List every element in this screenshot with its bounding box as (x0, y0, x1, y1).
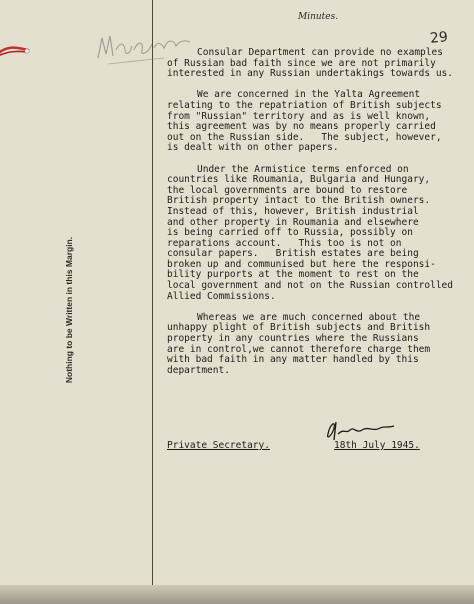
text-line: is dealt with on other papers. (167, 142, 339, 154)
paragraph-yalta (167, 90, 472, 154)
paragraph-consular (167, 48, 472, 80)
text-line: countries like Roumania, Bulgaria and Hungary, (167, 174, 431, 186)
text-line: out on the Russian side. The subject, however, (167, 131, 442, 143)
minutes-heading: Minutes. (298, 12, 339, 22)
text-line: from "Russian" territory and as is well known, (167, 110, 431, 122)
text-line: broken up and communised but here the responsi- (167, 258, 436, 270)
text-line: bility purports at the moment to rest on the (167, 269, 419, 281)
paragraph-conclusion (167, 313, 472, 377)
paragraph-armistice (167, 165, 472, 303)
margin-instruction-text: Nothing to be Written in this Margin. (64, 236, 74, 384)
text-line: unhappy plight of British subjects and British (167, 322, 431, 334)
treasury-tag-string (0, 38, 30, 62)
text-line: British property intact to the British owners. (167, 195, 431, 207)
text-line: of Russian bad faith since we are not primarily (167, 57, 436, 69)
text-line: interested in any Russian undertakings towards us. (167, 68, 453, 80)
margin-rule (152, 0, 153, 585)
minute-body (167, 48, 472, 387)
text-line: department. (167, 364, 230, 376)
text-line: Consular Department can provide no examples (197, 47, 443, 58)
text-line: We are concerned in the Yalta Agreement (197, 89, 421, 101)
text-line: the local governments are bound to restore (167, 184, 408, 196)
text-line: consular papers. British estates are being (167, 248, 419, 260)
text-line: Allied Commissions. (167, 290, 276, 302)
text-line: Instead of this, however, British industrial (167, 205, 419, 217)
page-bottom-edge (0, 585, 474, 604)
text-line: are in control,we cannot therefore charge them (167, 343, 431, 355)
text-line: Under the Armistice terms enforced on (197, 163, 409, 175)
text-line: property in any countries where the Russians (167, 333, 419, 345)
text-line: Whereas we are much concerned about the (197, 311, 421, 323)
signature-role: Private Secretary. (167, 440, 270, 451)
minute-date: 18th July 1945. (334, 440, 420, 451)
text-line: relating to the repatriation of British subjects (167, 99, 442, 111)
text-line: is being carried off to Russia, possibly on (167, 227, 413, 239)
folio-number: 29 (429, 29, 449, 47)
text-line: and other property in Roumania and elsewhere (167, 216, 419, 228)
text-line: this agreement was by no means properly carried (167, 121, 436, 133)
text-line: with bad faith in any matter handled by this (167, 354, 419, 366)
text-line: reparations account. This too is not on (167, 237, 402, 249)
text-line: local government and not on the Russian controlled (167, 280, 453, 292)
